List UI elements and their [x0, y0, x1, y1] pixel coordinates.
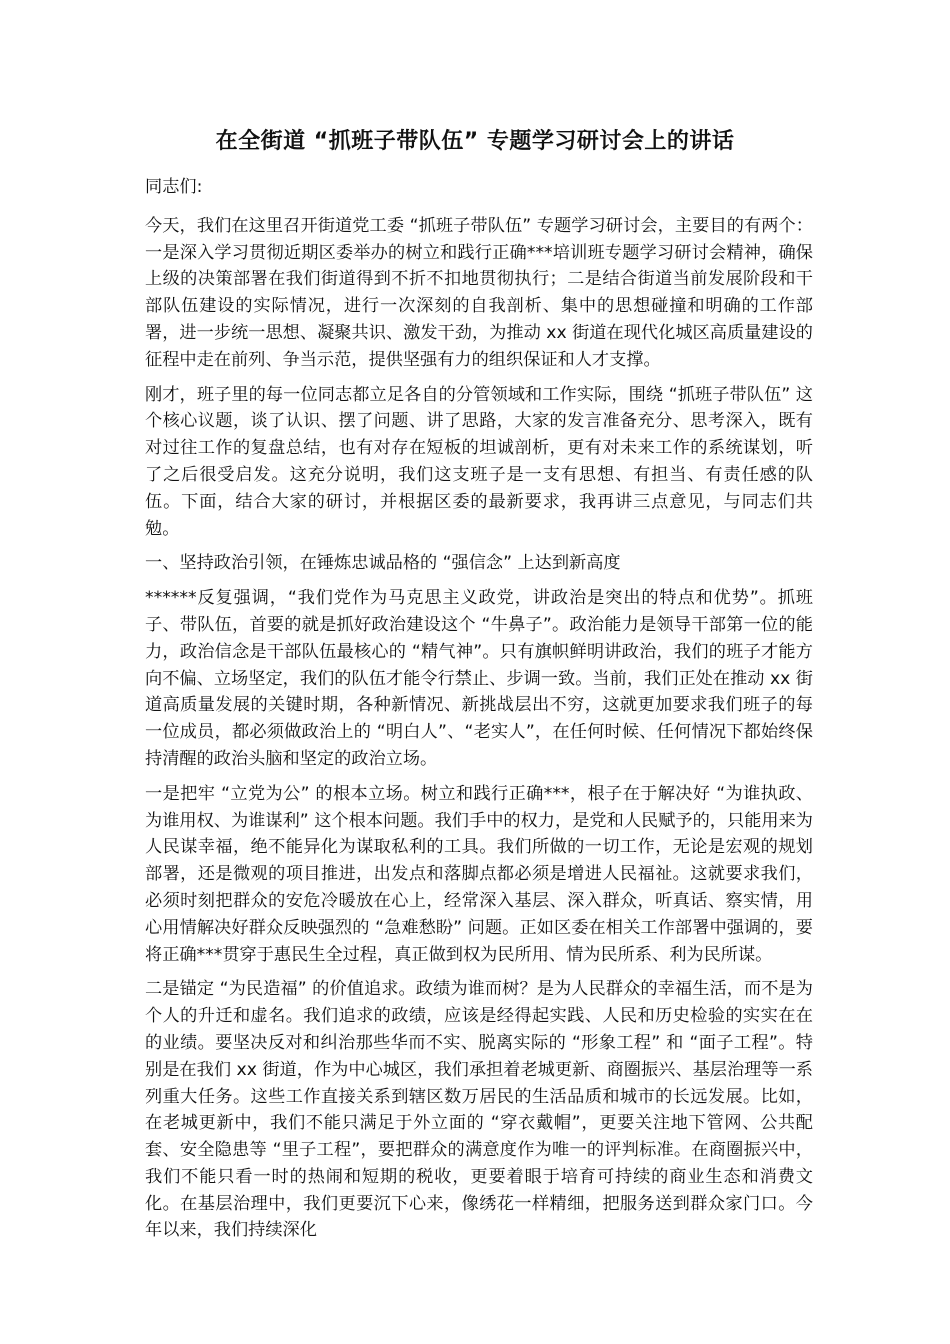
paragraph-point-1: 一是把牢 “立党为公” 的根本立场。树立和践行正确***，根子在于解决好 “为谁执政、为谁用权、为谁谋利” 这个根本问题。我们手中的权力，是党和人民赋予的，只能用来为人民谋幸福，绝不能异化为谋取私利的工具。我们所做的一切工作，无论是宏观的规划部署，还是微观的项目推进，出发点和落脚点都必须是增进人民福祉。这就要求我们，必须时刻把群众的安危冷暖放在心上，经常深入基层、深入群众，听真话、察实情，用心用情解决好群众反映强烈的 “急难愁盼” 问题。正如区委在相关工作部署中强调的，要将正确***贯穿于惠民生全过程，真正做到权为民所用、情为民所系、利为民所谋。	[145, 783, 813, 965]
document-title: 在全街道 “抓班子带队伍” 专题学习研讨会上的讲话	[215, 129, 735, 154]
document-body	[145, 174, 813, 1252]
paragraph-intro: 今天，我们在这里召开街道党工委 “抓班子带队伍” 专题学习研讨会，主要目的有两个：一是深入学习贯彻近期区委举办的树立和践行正确***培训班专题学习研讨会精神，确保上级的决策部署在我们街道得到不折不扣地贯彻执行；二是结合街道当前发展阶段和干部队伍建设的实际情况，进行一次深刻的自我剖析、集中的思想碰撞和明确的工作部署，进一步统一思想、凝聚共识、激发干劲，为推动 xx 街道在现代化城区高质量建设的征程中走在前列、争当示范，提供坚强有力的组织保证和人才支撑。	[145, 215, 813, 370]
section-heading-1: 一、坚持政治引领，在锤炼忠诚品格的 “强信念” 上达到新高度	[145, 553, 621, 574]
paragraph-review: 刚才，班子里的每一位同志都立足各自的分管领域和工作实际，围绕 “抓班子带队伍” 这个核心议题，谈了认识、摆了问题、讲了思路，大家的发言准备充分、思考深入，既有对过往工作的复盘总结，也有对存在短板的坦诚剖析，更有对未来工作的系统谋划，听了之后很受启发。这充分说明，我们这支班子是一支有思想、有担当、有责任感的队伍。下面，结合大家的研讨，并根据区委的最新要求，我再讲三点意见，与同志们共勉。	[145, 384, 813, 539]
paragraph-political: ******反复强调，“我们党作为马克思主义政党，讲政治是突出的特点和优势”。抓班子、带队伍，首要的就是抓好政治建设这个 “牛鼻子”。政治能力是领导干部第一位的能力，政治信念是干部队伍最核心的 “精气神”。只有旗帜鲜明讲政治，我们的班子才能方向不偏、立场坚定，我们的队伍才能令行禁止、步调一致。当前，我们正处在推动 xx 街道高质量发展的关键时期，各种新情况、新挑战层出不穷，这就更加要求我们班子的每一位成员，都必须做政治上的 “明白人”、“老实人”，在任何时候、任何情况下都始终保持清醒的政治头脑和坚定的政治立场。	[145, 588, 813, 769]
paragraph-point-2: 二是锚定 “为民造福” 的价值追求。政绩为谁而树？是为人民群众的幸福生活，而不是为个人的升迁和虚名。我们追求的政绩，应该是经得起实践、人民和历史检验的实实在在的业绩。要坚决反对和纠治那些华而不实、脱离实际的 “形象工程” 和 “面子工程”。特别是在我们 xx 街道，作为中心城区，我们承担着老城更新、商圈振兴、基层治理等一系列重大任务。这些工作直接关系到辖区数万居民的生活品质和城市的长远发展。比如，在老城更新中，我们不能只满足于外立面的 “穿衣戴帽”，更要关注地下管网、公共配套、安全隐患等 “里子工程”，要把群众的满意度作为唯一的评判标准。在商圈振兴中，我们不能只看一时的热闹和短期的税收，更要着眼于培育可持续的商业生态和消费文化。在基层治理中，我们更要沉下心来，像绣花一样精细，把服务送到群众家门口。今年以来，我们持续深化	[145, 979, 813, 1241]
salutation: 同志们:	[145, 177, 203, 197]
